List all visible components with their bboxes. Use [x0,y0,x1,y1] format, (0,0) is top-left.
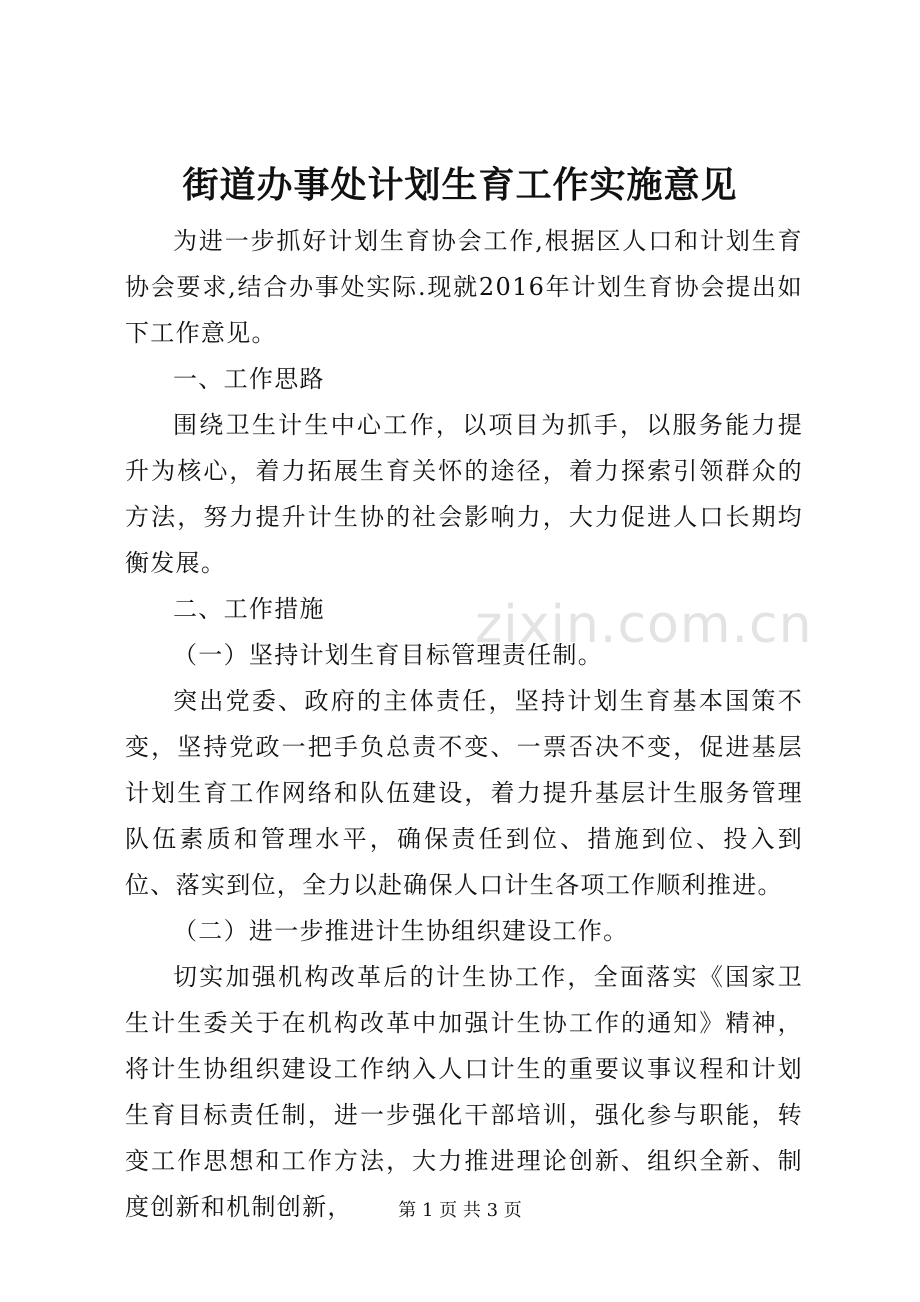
paragraph-ideas: 围绕卫生计生中心工作，以项目为抓手，以服务能力提升为核心，着力拓展生育关怀的途径，着力探索引领群众的方法，努力提升计生协的社会影响力，大力促进人口长期均衡发展。 [125,411,803,577]
paragraph-intro: 为进一步抓好计划生育协会工作,根据区人口和计划生育协会要求,结合办事处实际.现就2016年计划生育协会提出如下工作意见。 [125,227,803,347]
document-title: 街道办事处计划生育工作实施意见 [182,164,738,206]
watermark: zixin.com.cn [475,595,813,655]
subheading-1: （一）坚持计划生育目标管理责任制。 [173,641,604,669]
page-footer: 第 1 页 共 3 页 [398,1200,522,1221]
subheading-2: （二）进一步推进计生协组织建设工作。 [173,917,629,945]
paragraph-organization: 切实加强机构改革后的计生协工作，全面落实《国家卫生计生委关于在机构改革中加强计生协工作的通知》精神，将计生协组织建设工作纳入人口计生的重要议事议程和计划生育目标责任制，进一步强化干部培训，强化参与职能，转变工作思想和工作方法，大力推进理论创新、组织全新、制度创新和机制创新， [125,963,803,1221]
section-heading-1: 一、工作思路 [173,365,325,393]
paragraph-responsibility: 突出党委、政府的主体责任，坚持计划生育基本国策不变，坚持党政一把手负总责不变、一票否决不变，促进基层计划生育工作网络和队伍建设，着力提升基层计生服务管理队伍素质和管理水平，确保责任到位、措施到位、投入到位、落实到位，全力以赴确保人口计生各项工作顺利推进。 [125,687,803,899]
document-body [125,218,803,1230]
section-heading-2: 二、工作措施 [173,595,325,623]
